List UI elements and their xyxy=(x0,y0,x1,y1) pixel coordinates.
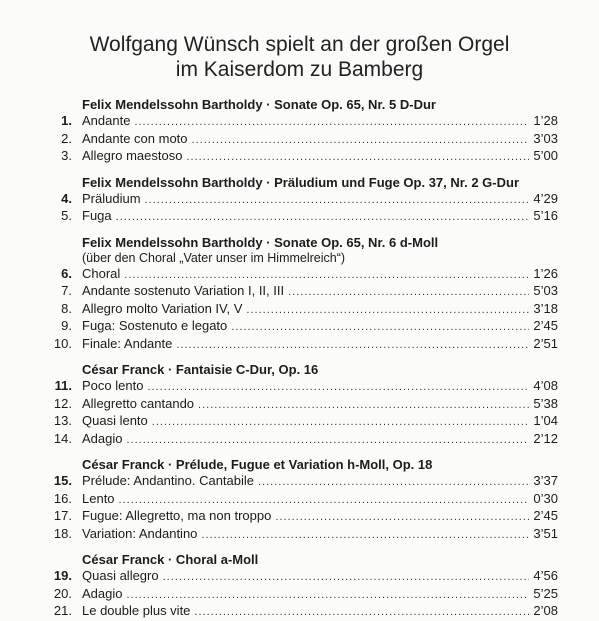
track-number: 8. xyxy=(61,300,72,316)
track-title: Andante xyxy=(82,113,131,128)
work-section xyxy=(48,361,558,448)
dot-leader xyxy=(147,379,529,396)
track-number: 14. xyxy=(53,430,72,446)
track-title: Finale: Andante xyxy=(82,335,173,351)
work-heading: Felix Mendelssohn Bartholdy · Sonate Op. 65, Nr. 5 D-Dur xyxy=(82,97,436,112)
track-title: Allegro maestoso xyxy=(82,148,183,163)
dot-leader xyxy=(163,569,530,586)
track-duration: 2’12 xyxy=(533,430,558,446)
track-title: Quasi lento xyxy=(82,413,148,428)
track-row xyxy=(48,266,558,284)
track-row xyxy=(48,208,558,226)
track-number: 9. xyxy=(61,318,72,333)
track-title: Poco lento xyxy=(82,378,144,393)
track-duration: 1’28 xyxy=(533,113,558,128)
work-heading: Felix Mendelssohn Bartholdy · Sonate Op. 65, Nr. 6 d-Moll xyxy=(82,234,439,250)
track-title: Andante sostenuto Variation I, II, III xyxy=(82,283,285,298)
track-title: Allegretto cantando xyxy=(82,395,195,411)
track-row xyxy=(48,378,558,396)
work-section xyxy=(48,456,558,543)
track-duration: 3’03 xyxy=(533,130,558,146)
dot-leader xyxy=(124,267,529,284)
work-section xyxy=(48,96,558,166)
track-title: Fugue: Allegretto, ma non troppo xyxy=(82,508,272,523)
dot-leader xyxy=(275,509,529,526)
work-subheading: (über den Choral „Vater unser im Himmelreich“) xyxy=(82,250,346,265)
track-number: 18. xyxy=(53,525,72,541)
dot-leader xyxy=(152,414,530,431)
track-row xyxy=(48,508,558,526)
dot-leader xyxy=(126,587,529,604)
track-title: Präludium xyxy=(82,190,141,206)
track-row xyxy=(48,113,558,131)
work-section xyxy=(48,234,558,354)
track-row xyxy=(48,301,558,319)
work-heading: César Franck · Choral a-Moll xyxy=(82,552,259,567)
track-title: Variation: Andantino xyxy=(82,525,198,541)
track-title: Allegro molto Variation IV, V xyxy=(82,300,243,316)
dot-leader xyxy=(258,474,529,491)
track-title: Fuga xyxy=(82,208,112,223)
title-line-1: Wolfgang Wünsch spielt an der großen Orgel xyxy=(89,33,510,56)
track-row xyxy=(48,131,558,149)
track-duration: 0’30 xyxy=(533,490,558,506)
track-list xyxy=(48,96,558,621)
track-number: 21. xyxy=(53,603,72,618)
track-number: 1. xyxy=(61,113,72,128)
dot-leader xyxy=(201,527,529,544)
track-number: 12. xyxy=(53,395,72,411)
track-duration: 5’16 xyxy=(533,208,558,223)
dot-leader xyxy=(192,132,530,149)
track-duration: 1’04 xyxy=(533,413,558,428)
dot-leader xyxy=(116,209,530,226)
work-section xyxy=(48,551,558,621)
track-title: Andante con moto xyxy=(82,130,188,146)
track-row xyxy=(48,526,558,544)
dot-leader xyxy=(288,284,529,301)
track-duration: 4’08 xyxy=(533,378,558,393)
dot-leader xyxy=(134,114,529,131)
dot-leader xyxy=(186,149,529,166)
track-duration: 5’00 xyxy=(533,148,558,163)
track-title: Choral xyxy=(82,265,121,281)
dot-leader xyxy=(231,319,529,336)
track-title: Adagio xyxy=(82,430,123,446)
track-duration: 3’18 xyxy=(533,300,558,316)
track-row xyxy=(48,336,558,354)
track-number: 7. xyxy=(61,283,72,298)
dot-leader xyxy=(198,397,529,414)
track-number: 20. xyxy=(53,585,72,601)
track-number: 4. xyxy=(61,190,72,206)
track-title: Le double plus vite xyxy=(82,603,191,618)
dot-leader xyxy=(194,604,529,621)
track-row xyxy=(48,396,558,414)
track-duration: 2’08 xyxy=(533,603,558,618)
dot-leader xyxy=(126,432,529,449)
track-row xyxy=(48,431,558,449)
track-duration: 2’45 xyxy=(533,508,558,523)
track-number: 15. xyxy=(53,473,72,488)
dot-leader xyxy=(145,192,530,209)
track-row xyxy=(48,603,558,621)
track-row xyxy=(48,586,558,604)
track-number: 16. xyxy=(53,490,72,506)
track-duration: 4’56 xyxy=(533,568,558,583)
track-duration: 3’51 xyxy=(533,525,558,541)
track-title: Prélude: Andantino. Cantabile xyxy=(82,473,255,488)
dot-leader xyxy=(119,492,530,509)
track-title: Quasi allegro xyxy=(82,568,159,583)
track-duration: 2’51 xyxy=(533,335,558,351)
track-row xyxy=(48,148,558,166)
track-duration: 2’45 xyxy=(533,318,558,333)
track-number: 19. xyxy=(53,568,72,583)
track-title: Lento xyxy=(82,490,115,506)
track-title: Fuga: Sostenuto e legato xyxy=(82,318,228,333)
dot-leader xyxy=(246,302,529,319)
title-line-2: im Kaiserdom zu Bamberg xyxy=(175,58,424,81)
track-number: 11. xyxy=(54,378,72,393)
track-number: 10. xyxy=(53,335,72,351)
track-duration: 1’26 xyxy=(533,265,558,281)
track-row xyxy=(48,568,558,586)
work-heading: César Franck · Fantaisie C-Dur, Op. 16 xyxy=(82,362,319,377)
track-number: 3. xyxy=(61,148,72,163)
dot-leader xyxy=(176,337,529,354)
track-row xyxy=(48,473,558,491)
track-row xyxy=(48,191,558,209)
track-number: 5. xyxy=(61,208,72,223)
track-duration: 4’29 xyxy=(533,190,558,206)
track-duration: 5’03 xyxy=(533,283,558,298)
track-number: 2. xyxy=(61,130,72,146)
work-section xyxy=(48,174,558,226)
track-number: 6. xyxy=(61,265,72,281)
work-heading: César Franck · Prélude, Fugue et Variation h-Moll, Op. 18 xyxy=(82,457,433,472)
track-duration: 3’37 xyxy=(533,473,558,488)
track-number: 17. xyxy=(53,508,72,523)
track-row xyxy=(48,413,558,431)
track-number: 13. xyxy=(53,413,72,428)
track-duration: 5’38 xyxy=(533,395,558,411)
track-row xyxy=(48,283,558,301)
track-title: Adagio xyxy=(82,585,123,601)
track-row xyxy=(48,318,558,336)
track-duration: 5’25 xyxy=(533,585,558,601)
work-heading: Felix Mendelssohn Bartholdy · Präludium und Fuge Op. 37, Nr. 2 G-Dur xyxy=(82,174,519,190)
page-title xyxy=(0,32,599,82)
track-row xyxy=(48,491,558,509)
